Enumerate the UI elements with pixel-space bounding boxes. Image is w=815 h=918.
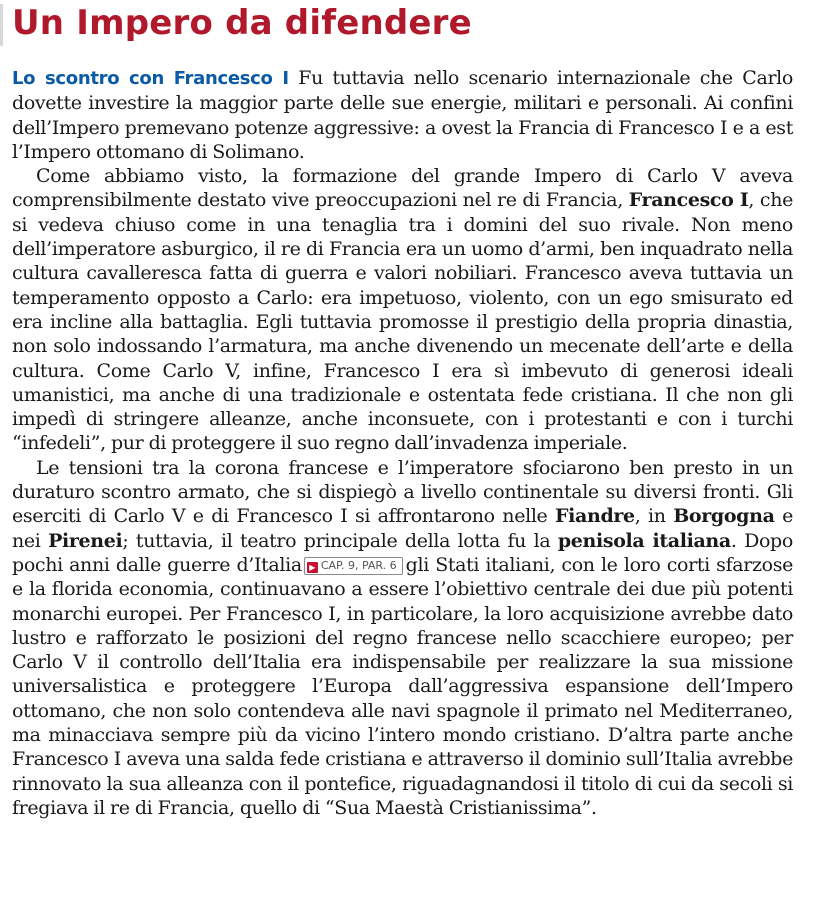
arrow-right-icon: ▶ [307,562,318,573]
page-title: Un Impero da difendere [12,3,472,43]
keyword-borgogna: Borgogna [673,505,775,528]
paragraph-2 [12,164,793,456]
keyword-pirenei: Pirenei [48,529,123,552]
paragraph-3-text-b: , in [634,505,666,528]
paragraph-3-text-f: gli Stati italiani, con le loro corti sfarzose e la florida economia, continuavano a essere l’obiettivo centrale dei due più potenti monarchi europei. Per Francesco I, in particolare, la loro acquisizione avrebbe dato lustro e rafforzato le posizioni del regno francese nello scacchiere europeo; per Carlo V il controllo dell’Italia era indispensabile per realizzare la sua missione universalistica e proteggere l’Europa dall’aggressiva espansione dell’Impero ottomano, che non solo contendeva alle navi spagnole il primato nel Mediterraneo, ma minacciava sempre più da vicino l’intero mondo cristiano. D’altra parte anche Francesco I aveva una salda fede cristiana e attraverso il dominio sull’Italia avrebbe rinnovato la sua alleanza con il pontefice, riguadagnandosi il titolo di cui da secoli si fregiava il re di Francia, quello di “Sua Maestà Cristianissima”. [12,553,794,819]
paragraph-3-text-d: ; tuttavia, il teatro principale della lotta fu la [122,529,551,552]
paragraph-1 [12,66,793,164]
paragraph-3 [12,456,793,820]
keyword-francesco-i: Francesco I [628,189,749,212]
paragraph-1-text: Fu tuttavia nello scenario internazionale che Carlo dovette investire la maggior parte delle sue energie, militari e personali. Ai confini dell’Impero premevano potenze aggressive: a ovest la Francia di Francesco I e a est l’Impero ottomano di Solimano. [12,67,793,163]
paragraph-2-text-a: Come abbiamo visto, la formazione del grande Impero di Carlo V aveva comprensibilmente destato vive preoccupazioni nel re di Francia, [12,165,793,212]
keyword-fiandre: Fiandre [555,505,635,528]
cross-reference-label: CAP. 9, PAR. 6 [320,558,397,572]
cross-reference-link[interactable] [304,557,403,575]
margin-rule [0,4,3,46]
paragraph-3-text-e: . Dopo pochi anni dalle guerre d’Italia [12,529,793,576]
paragraph-3-text-a: Le tensioni tra la corona francese e l’imperatore sfociarono ben presto in un duraturo scontro armato, che si dispiegò a livello continentale su diversi fronti. Gli eserciti di Carlo V e di Francesco I si affrontarono nelle [12,456,793,528]
keyword-penisola-italiana: penisola italiana [557,529,731,552]
paragraph-2-text-b: , che si vedeva chiuso come in una tenaglia tra i domini del suo rivale. Non meno dell’imperatore asburgico, il re di Francia era un uomo d’armi, ben inquadrato nella cultura cavalleresca fatta di guerra e valori nobiliari. Francesco aveva tuttavia un temperamento opposto a Carlo: era impetuoso, violento, con un ego smisurato ed era incline alla battaglia. Egli tuttavia promosse il prestigio della propria dinastia, non solo indossando l’armatura, ma anche divenendo un mecenate dell’arte e della cultura. Come Carlo V, infine, Francesco I era sì imbevuto di generosi ideali umanistici, ma anche di una tradizionale e ostentata fede cristiana. Il che non gli impedì di stringere alleanze, anche inconsuete, con i protestanti e con i turchi “infedeli”, pur di proteggere il suo regno dall’invadenza imperiale. [12,189,793,455]
section-heading: Lo scontro con Francesco I [12,68,289,89]
body-text [12,66,793,820]
paragraph-3-text-c: e nei [12,505,793,552]
